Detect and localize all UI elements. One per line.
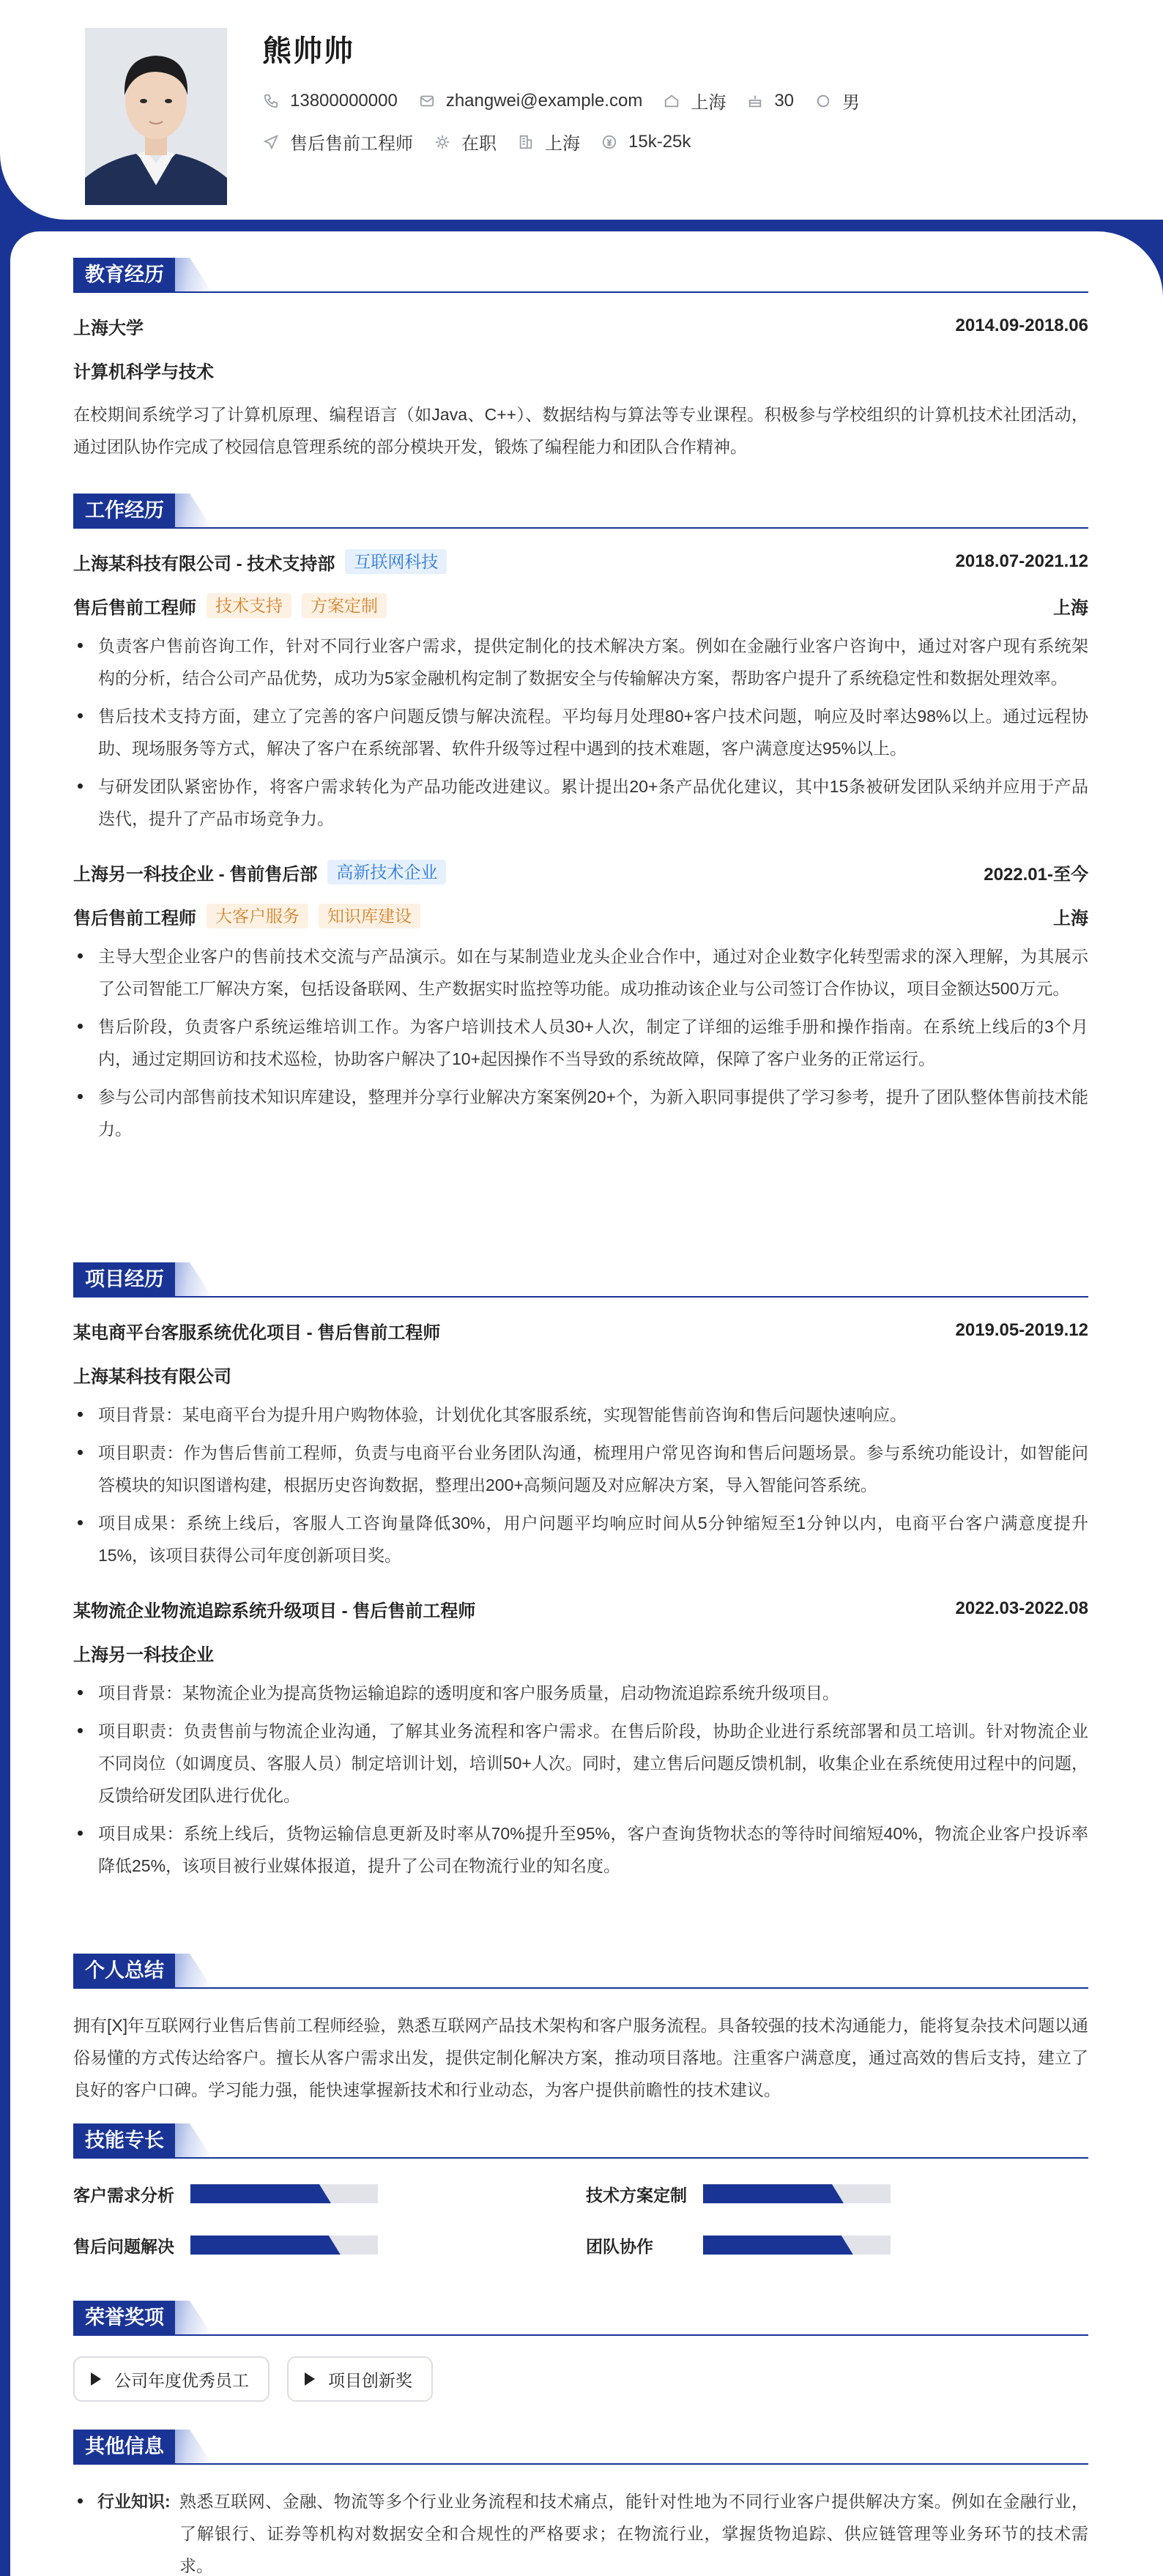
section-title-text: 个人总结 (73, 1954, 176, 1987)
job-period: 2022.01-至今 (984, 864, 1088, 885)
job-period: 2018.07-2021.12 (955, 551, 1088, 571)
award-item (73, 2356, 270, 2402)
section-title (73, 258, 1088, 293)
work-section (73, 494, 1088, 1145)
section-title-text: 工作经历 (73, 494, 176, 527)
award-name: 公司年度优秀员工 (114, 2370, 249, 2390)
other-text: 熟悉互联网、金融、物流等多个行业业务流程和技术痛点，能针对性地为不同行业客户提供解决方案。例如在金融行业，了解银行、证券等机构对数据安全和合规性的严格要求；在物流行业，掌握货物追踪、供应链管理等业务环节的技术需求。 (179, 2492, 1088, 2575)
list-item: 负责客户售前咨询工作，针对不同行业客户需求，提供定制化的技术解决方案。例如在金融行业客户咨询中，通过对客户现有系统架构的分析，结合公司产品优势，成功为5家金融机构定制了数据安全与传输解决方案，帮助客户提升了系统稳定性和数据处理效率。 (73, 630, 1088, 694)
section-title (73, 2123, 1088, 2159)
section-title-text: 其他信息 (73, 2430, 176, 2463)
salary-text: 15k-25k (628, 131, 691, 152)
project-name: 某电商平台客服系统优化项目 - 售后售前工程师 (73, 1322, 441, 1343)
resume-body (10, 231, 1163, 2576)
section-title (73, 2301, 1088, 2336)
major (73, 357, 1088, 382)
project-name: 某物流企业物流追踪系统升级项目 - 售后售前工程师 (73, 1601, 476, 1621)
skill-item (586, 2230, 1099, 2260)
position-item (262, 129, 413, 155)
job-header (73, 860, 1088, 885)
email-item (418, 91, 643, 111)
other-label: 行业知识: (97, 2492, 171, 2511)
section-title (73, 2430, 1088, 2465)
gender-item (814, 88, 860, 113)
education-period: 2014.09-2018.06 (955, 316, 1088, 335)
company-name: 上海另一科技企业 - 售前售后部 (73, 864, 318, 885)
project-company (73, 1640, 1088, 1665)
school-name: 上海大学 (73, 318, 144, 338)
list-item: 项目背景：某物流企业为提高货物运输追踪的透明度和客户服务质量，启动物流追踪系统升级项目。 (73, 1677, 1088, 1709)
skill-tag: 技术支持 (207, 593, 291, 618)
project-bullets (73, 1399, 1088, 1571)
major-text: 计算机科学与技术 (73, 362, 214, 382)
skill-bar (190, 2236, 378, 2255)
project-period: 2019.05-2019.12 (955, 1320, 1088, 1340)
awards-section (73, 2301, 1088, 2402)
job-bullets (73, 630, 1088, 835)
other-section (73, 2430, 1088, 2576)
job-role: 售后售前工程师 (73, 908, 196, 928)
job-header (73, 549, 1088, 574)
list-item: 项目背景：某电商平台为提升用户购物体验，计划优化其客服系统，实现智能售前咨询和售后问题快速响应。 (73, 1399, 1088, 1431)
award-item (287, 2356, 433, 2402)
section-title-text: 技能专长 (73, 2123, 176, 2157)
job-location: 上海 (1053, 598, 1088, 618)
section-title-text: 项目经历 (73, 1262, 176, 1296)
list-item: 售后阶段，负责客户系统运维培训工作。为客户培训技术人员30+人次，制定了详细的运维手册和操作指南。在系统上线后的3个月内，通过定期回访和技术巡检，协助客户解决了10+起因操作不当导致的系统故障，保障了客户业务的正常运行。 (73, 1010, 1088, 1075)
projects-section (73, 1262, 1088, 1882)
section-title-text: 教育经历 (73, 258, 176, 291)
project-company-text: 上海某科技有限公司 (73, 1366, 231, 1387)
skill-tag: 大客户服务 (207, 904, 308, 928)
skills-grid (73, 2179, 1088, 2260)
gender-icon (814, 92, 832, 110)
title-decoration (175, 2301, 212, 2334)
skill-bar (190, 2184, 378, 2203)
play-icon (91, 2372, 101, 2386)
skill-bar-fill (190, 2184, 331, 2203)
title-decoration (175, 1262, 212, 1296)
phone-icon (262, 92, 280, 110)
skill-name: 客户需求分析 (73, 2185, 174, 2205)
gear-icon (434, 133, 451, 151)
skill-tag: 知识库建设 (319, 904, 420, 928)
profile-header (0, 0, 1163, 220)
education-section (73, 258, 1088, 463)
skill-name: 售后问题解决 (73, 2236, 174, 2256)
salary-item (601, 132, 691, 152)
job-role-row (73, 904, 1088, 928)
skill-item (73, 2230, 586, 2260)
play-icon (305, 2372, 315, 2386)
job-location: 上海 (1053, 908, 1088, 928)
phone-item (262, 91, 398, 111)
summary-text: 拥有[X]年互联网行业售后售前工程师经验，熟悉互联网产品技术架构和客户服务流程。具备较强的技术沟通能力，能将复杂技术问题以通俗易懂的方式传达给客户。擅长从客户需求出发，提供定制化解决方案，推动项目落地。注重客户满意度，通过高效的售后支持，建立了良好的客户口碑。学习能力强，能快速掌握新技术和行业动态，为客户提供前瞻性的技术建议。 (73, 2016, 1088, 2099)
skill-bar (703, 2236, 891, 2255)
title-decoration (175, 1954, 212, 1987)
target-city-item (517, 129, 580, 155)
project-header (73, 1318, 1088, 1343)
candidate-name: 熊帅帅 (262, 35, 354, 67)
age-item (746, 91, 794, 111)
project-period: 2022.03-2022.08 (955, 1598, 1088, 1618)
job-bullets (73, 940, 1088, 1145)
building-icon (517, 133, 535, 151)
contact-row (262, 88, 880, 113)
project-header (73, 1596, 1088, 1621)
city-text: 上海 (691, 93, 727, 113)
list-item: 参与公司内部售前技术知识库建设，整理并分享行业解决方案案例20+个，为新入职同事提供了学习参考，提升了团队整体售前技术能力。 (73, 1081, 1088, 1145)
list-item: 售后技术支持方面，建立了完善的客户问题反馈与解决流程。平均每月处理80+客户技术问题，响应及时率达98%以上。通过远程协助、现场服务等方式，解决了客户在系统部署、软件升级等过程中遇到的技术难题，客户满意度达95%以上。 (73, 700, 1088, 764)
project-company (73, 1362, 1088, 1387)
title-decoration (175, 2123, 212, 2157)
gender-text: 男 (842, 93, 861, 113)
list-item: 项目成果：系统上线后，货物运输信息更新及时率从70%提升至95%，客户查询货物状态的等待时间缩短40%，物流企业客户投诉率降低25%，该项目被行业媒体报道，提升了公司在物流行业的知名度。 (73, 1817, 1088, 1882)
status-text: 在职 (461, 134, 497, 154)
skill-tag: 方案定制 (302, 593, 387, 618)
other-item (73, 2485, 1088, 2576)
title-decoration (175, 2430, 212, 2463)
position-text: 售后售前工程师 (290, 134, 413, 154)
phone-text: 13800000000 (290, 90, 398, 111)
list-item: 项目职责：负责售前与物流企业沟通，了解其业务流程和客户需求。在售后阶段，协助企业进行系统部署和员工培训。针对物流企业不同岗位（如调度员、客服人员）制定培训计划，培训50+人次。同时，建立售后问题反馈机制，收集企业在系统使用过程中的问题，反馈给研发团队进行优化。 (73, 1715, 1088, 1812)
section-title (73, 1954, 1088, 1989)
education-desc: 在校期间系统学习了计算机原理、编程语言（如Java、C++）、数据结构与算法等专业课程。积极参与学校组织的计算机技术社团活动，通过团队协作完成了校园信息管理系统的部分模块开发，锻炼了编程能力和团队合作精神。 (73, 405, 1088, 456)
city-item (663, 88, 726, 113)
mail-icon (418, 92, 436, 110)
list-item: 与研发团队紧密协作，将客户需求转化为产品功能改进建议。累计提出20+条产品优化建议，其中15条被研发团队采纳并应用于产品迭代，提升了产品市场竞争力。 (73, 770, 1088, 835)
industry-badge: 高新技术企业 (327, 860, 446, 885)
industry-badge: 互联网科技 (345, 549, 447, 574)
target-city-text: 上海 (545, 134, 580, 154)
title-decoration (175, 258, 212, 291)
list-item: 主导大型企业客户的售前技术交流与产品演示。如在与某制造业龙头企业合作中，通过对企业数字化转型需求的深入理解，为其展示了公司智能工厂解决方案，包括设备联网、生产数据实时监控等功能。成功推动该企业与公司签订合作协议，项目金额达500万元。 (73, 940, 1088, 1005)
section-title (73, 494, 1088, 529)
section-title (73, 1262, 1088, 1298)
job-role: 售后售前工程师 (73, 598, 196, 618)
home-icon (663, 92, 680, 110)
avatar-photo (85, 28, 227, 205)
project-company-text: 上海另一科技企业 (73, 1645, 214, 1665)
skill-bar (703, 2184, 891, 2203)
project-bullets (73, 1677, 1088, 1882)
skill-item (73, 2179, 586, 2208)
send-icon (262, 133, 280, 151)
award-name: 项目创新奖 (328, 2370, 412, 2390)
summary-section (73, 1954, 1088, 2106)
portrait-illustration (85, 28, 227, 205)
list-item: 项目成果：系统上线后，客服人工咨询量降低30%，用户问题平均响应时间从5分钟缩短至1分钟以内，电商平台客户满意度提升15%，该项目获得公司年度创新项目奖。 (73, 1507, 1088, 1571)
awards-list (73, 2356, 1088, 2402)
intent-row (262, 129, 711, 155)
skill-name: 技术方案定制 (586, 2185, 687, 2205)
bullet-dot (78, 2498, 83, 2504)
list-item: 项目职责：作为售后售前工程师，负责与电商平台业务团队沟通，梳理用户常见咨询和售后问题场景。参与系统功能设计，如智能问答模块的知识图谱构建，根据历史咨询数据，整理出200+高频问题及对应解决方案，导入智能问答系统。 (73, 1437, 1088, 1501)
skill-bar-fill (703, 2236, 853, 2255)
email-text: zhangwei@example.com (445, 90, 643, 111)
education-header (73, 313, 1088, 338)
skill-bar-fill (190, 2236, 341, 2255)
age-text: 30 (774, 90, 795, 111)
title-decoration (175, 494, 212, 527)
status-item (434, 129, 497, 155)
cake-icon (746, 92, 764, 110)
skills-section (73, 2123, 1088, 2260)
money-icon (601, 133, 618, 151)
section-title-text: 荣誉奖项 (73, 2301, 176, 2334)
skill-name: 团队协作 (586, 2236, 653, 2256)
skill-item (586, 2179, 1099, 2208)
skill-bar-fill (703, 2184, 844, 2203)
job-role-row (73, 593, 1088, 618)
company-name: 上海某科技有限公司 - 技术支持部 (73, 554, 335, 574)
